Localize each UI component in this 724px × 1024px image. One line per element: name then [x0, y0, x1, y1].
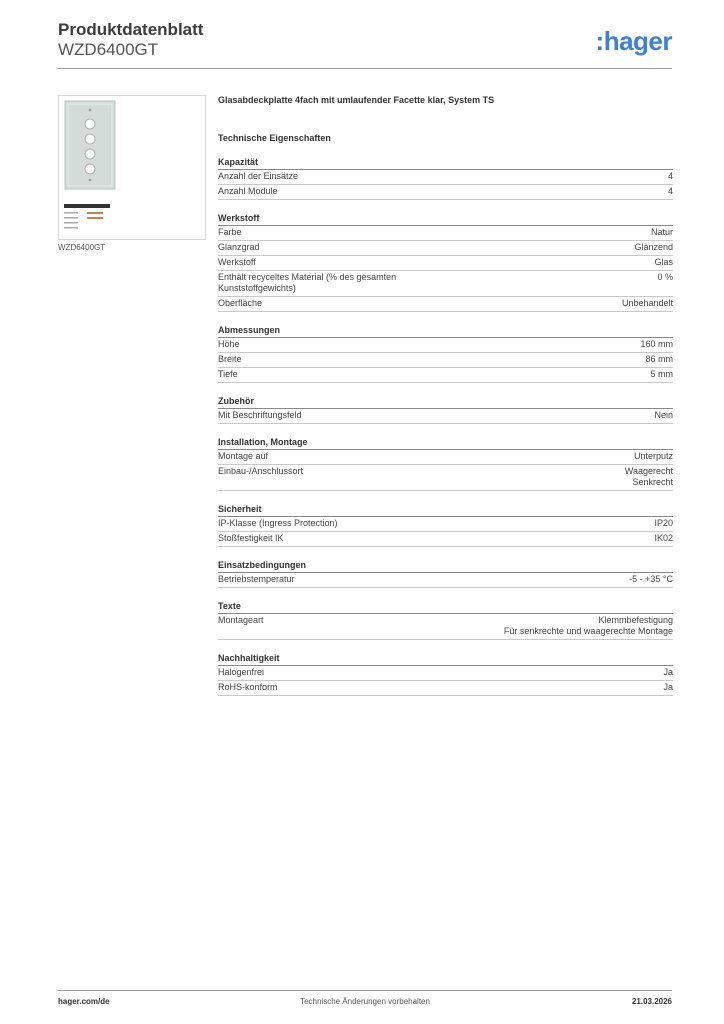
- property-label: Höhe: [218, 339, 240, 349]
- header-divider: [58, 68, 672, 69]
- property-row: [218, 297, 673, 312]
- section-title: Einsatzbedingungen: [218, 560, 673, 573]
- property-section: [218, 437, 673, 491]
- image-caption: WZD6400GT: [58, 243, 106, 252]
- property-value: 4: [667, 171, 673, 181]
- property-section: [218, 213, 673, 312]
- property-label: Oberfläche: [218, 298, 263, 308]
- article-number: WZD6400GT: [58, 40, 159, 59]
- property-section: [218, 653, 673, 696]
- property-row: [218, 368, 673, 383]
- section-title: Kapazität: [218, 157, 673, 170]
- property-row: [218, 573, 673, 588]
- property-section: [218, 560, 673, 588]
- property-row: [218, 170, 673, 185]
- property-row: [218, 465, 673, 491]
- section-title: Nachhaltigkeit: [218, 653, 673, 666]
- property-row: [218, 338, 673, 353]
- footer-divider: [58, 990, 672, 991]
- section-title: Zubehör: [218, 396, 673, 409]
- property-row: [218, 681, 673, 696]
- property-value: 160 mm: [640, 339, 673, 349]
- property-row: [218, 241, 673, 256]
- property-label: Breite: [218, 354, 242, 364]
- property-section: [218, 325, 673, 383]
- section-title: Werkstoff: [218, 213, 673, 226]
- cover-plate-illustration: [59, 96, 205, 239]
- property-row: [218, 532, 673, 547]
- property-row: [218, 666, 673, 681]
- property-section: [218, 396, 673, 424]
- property-row: [218, 226, 673, 241]
- property-label: RoHS-konform: [218, 682, 278, 692]
- section-title: Sicherheit: [218, 504, 673, 517]
- property-label: Einbau-/Anschlussort: [218, 466, 304, 476]
- property-label: Glanzgrad: [218, 242, 260, 252]
- section-title: Texte: [218, 601, 673, 614]
- property-label: Stoßfestigkeit IK: [218, 533, 284, 543]
- section-title: Installation, Montage: [218, 437, 673, 450]
- property-value: 86 mm: [645, 354, 673, 364]
- property-label: Anzahl der Einsätze: [218, 171, 299, 181]
- product-description: Glasabdeckplatte 4fach mit umlaufender Facette klar, System TS: [218, 95, 495, 105]
- technical-properties-heading: Technische Eigenschaften: [218, 133, 331, 143]
- property-value: Glas: [654, 257, 673, 267]
- section-title: Abmessungen: [218, 325, 673, 338]
- footer-website[interactable]: hager.com/de: [58, 997, 110, 1006]
- document-title: Produktdatenblatt: [58, 20, 204, 39]
- property-row: [218, 409, 673, 424]
- product-image: [58, 95, 206, 240]
- property-value: Nein: [654, 410, 673, 420]
- property-value: Unbehandelt: [621, 298, 673, 308]
- property-section: [218, 601, 673, 640]
- property-section: [218, 157, 673, 200]
- property-label: Betriebstemperatur: [218, 574, 295, 584]
- property-value: Ja: [663, 667, 673, 677]
- property-label: Werkstoff: [218, 257, 256, 267]
- property-label: Anzahl Module: [218, 186, 278, 196]
- property-sections: [218, 157, 673, 696]
- property-value: 5 mm: [650, 369, 673, 379]
- property-row: [218, 450, 673, 465]
- property-value: IK02: [654, 533, 673, 543]
- property-value: Unterputz: [633, 451, 673, 461]
- property-value: Ja: [663, 682, 673, 692]
- property-value: 0 %: [657, 272, 673, 282]
- property-label: Montageart: [218, 615, 264, 625]
- property-label: Farbe: [218, 227, 242, 237]
- property-value: Natur: [650, 227, 673, 237]
- property-label: Halogenfrei: [218, 667, 265, 677]
- property-row: [218, 614, 673, 640]
- property-row: [218, 185, 673, 200]
- footer-date: 21.03.2026: [631, 997, 672, 1006]
- document-header: [58, 20, 672, 60]
- footer-disclaimer: Technische Änderungen vorbehalten: [300, 997, 430, 1006]
- property-value: IP20: [654, 518, 673, 528]
- property-row: [218, 353, 673, 368]
- property-label: Enthält recyceltes Material (% des gesamten Kunststoffgewichts): [218, 272, 397, 293]
- property-label: Montage auf: [218, 451, 269, 461]
- property-row: [218, 256, 673, 271]
- property-value: Waagerecht Senkrecht: [624, 466, 673, 487]
- property-section: [218, 504, 673, 547]
- product-details: [218, 95, 673, 709]
- property-label: Tiefe: [218, 369, 238, 379]
- property-label: IP-Klasse (Ingress Protection): [218, 518, 338, 528]
- property-row: [218, 517, 673, 532]
- property-value: Glänzend: [634, 242, 673, 252]
- logo-text: :hager: [595, 26, 672, 56]
- property-value: Klemmbefestigung Für senkrechte und waagerechte Montage: [503, 615, 673, 636]
- property-row: [218, 271, 673, 297]
- property-label: Mit Beschriftungsfeld: [218, 410, 302, 420]
- hager-logo: [582, 24, 672, 58]
- property-value: 4: [667, 186, 673, 196]
- property-value: -5 - +35 °C: [629, 574, 673, 584]
